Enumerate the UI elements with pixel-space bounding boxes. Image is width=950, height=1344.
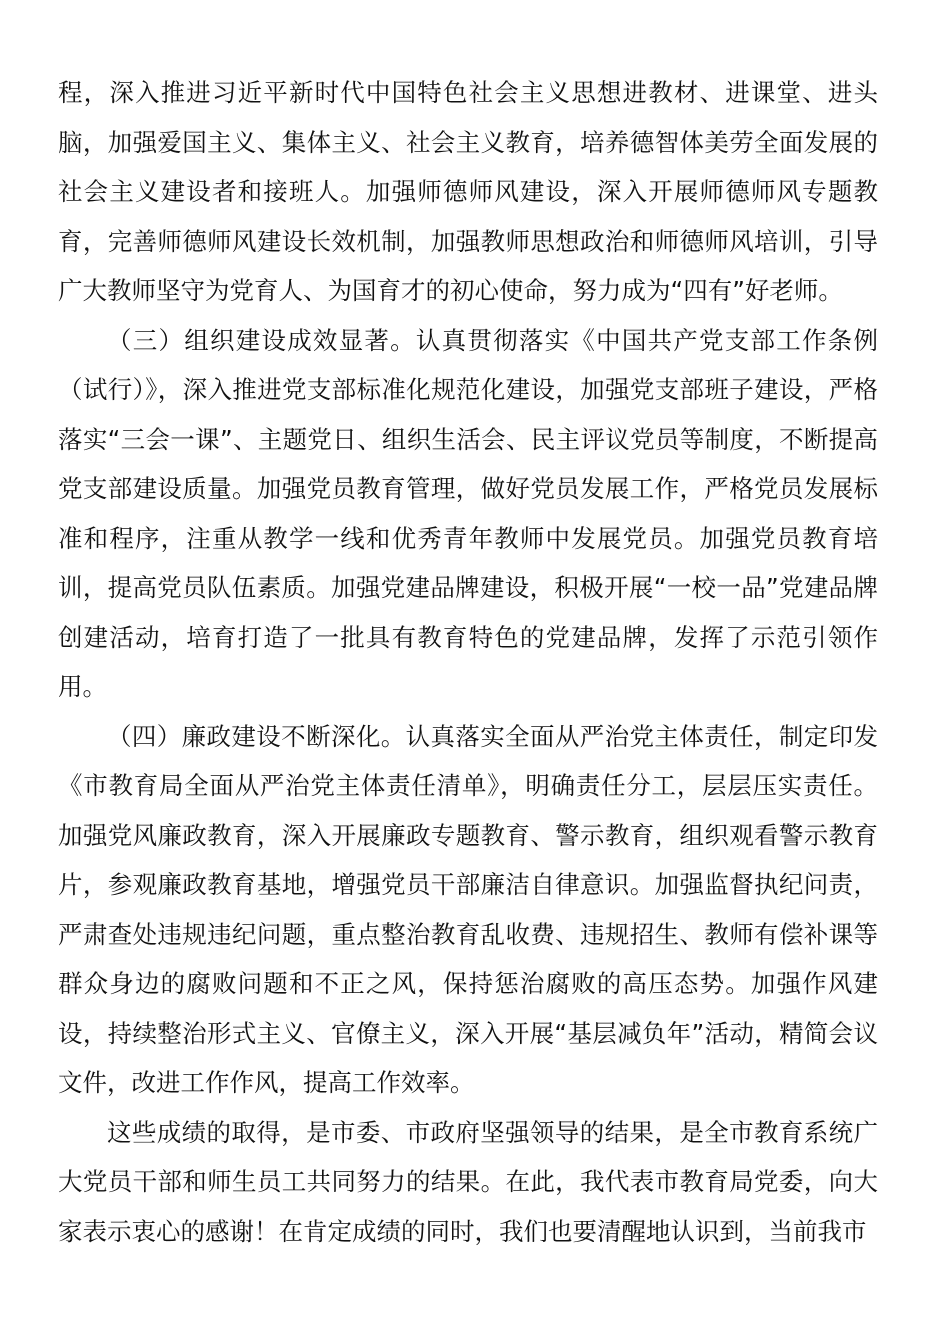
paragraph-continuation: 程，深入推进习近平新时代中国特色社会主义思想进教材、进课堂、进头脑，加强爱国主义、集体主义、社会主义教育，培养德智体美劳全面发展的社会主义建设者和接班人。加强师德师风建设，深入开展师德师风专题教育，完善师德师风建设长效机制，加强教师思想政治和师德师风培训，引导广大教师坚守为党育人、为国育才的初心使命，努力成为“四有”好老师。	[58, 78, 878, 305]
paragraph-integrity-building: （四）廉政建设不断深化。认真落实全面从严治党主体责任，制定印发《市教育局全面从严治党主体责任清单》，明确责任分工，层层压实责任。加强党风廉政教育，深入开展廉政专题教育、警示教育，组织观看警示教育片，参观廉政教育基地，增强党员干部廉洁自律意识。加强监督执纪问责，严肃查处违规违纪问题，重点整治教育乱收费、违规招生、教师有偿补课等群众身边的腐败问题和不正之风，保持惩治腐败的高压态势。加强作风建设，持续整治形式主义、官僚主义，深入开展“基层减负年”活动，精简会议文件，改进工作作风，提高工作效率。	[58, 721, 878, 1097]
paragraph-achievements-summary: 这些成绩的取得，是市委、市政府坚强领导的结果，是全市教育系统广大党员干部和师生员工共同努力的结果。在此，我代表市教育局党委，向大家表示衷心的感谢！在肯定成绩的同时，我们也要清醒地认识到，当前我市	[58, 1117, 878, 1246]
document-body	[58, 68, 878, 1256]
paragraph-organization-building: （三）组织建设成效显著。认真贯彻落实《中国共产党支部工作条例（试行）》，深入推进党支部标准化规范化建设，加强党支部班子建设，严格落实“三会一课”、主题党日、组织生活会、民主评议党员等制度，不断提高党支部建设质量。加强党员教育管理，做好党员发展工作，严格党员发展标准和程序，注重从教学一线和优秀青年教师中发展党员。加强党员教育培训，提高党员队伍素质。加强党建品牌建设，积极开展“一校一品”党建品牌创建活动，培育打造了一批具有教育特色的党建品牌，发挥了示范引领作用。	[58, 325, 878, 701]
